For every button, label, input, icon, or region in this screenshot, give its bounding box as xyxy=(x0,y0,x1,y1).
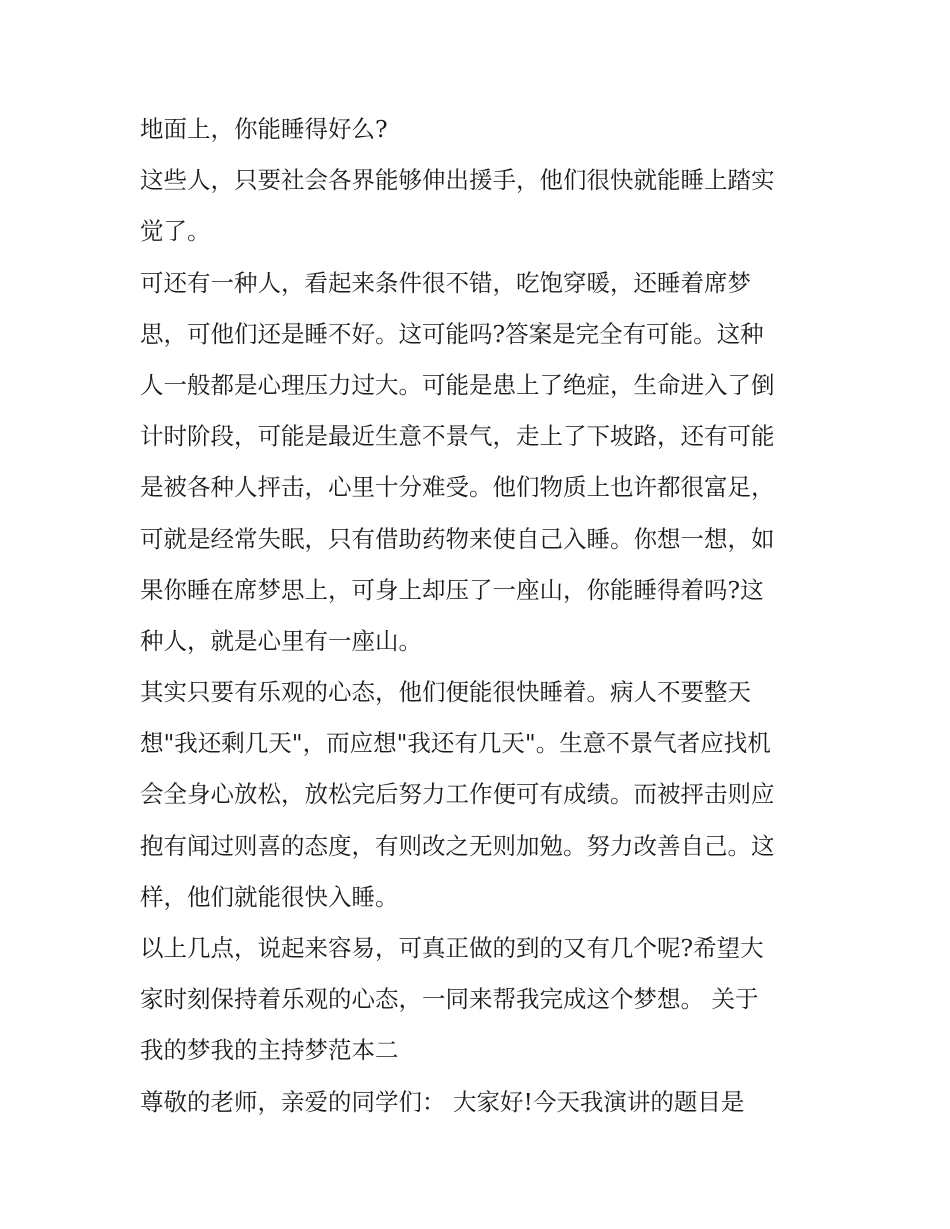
text-line-18: 家时刻保持着乐观的心态，一同来帮我完成这个梦想。 关于 xyxy=(140,985,759,1014)
text-line-1: 地面上，你能睡得好么? xyxy=(140,115,388,143)
text-line-8: 是被各种人抨击，心里十分难受。他们物质上也许都很富足， xyxy=(140,473,775,502)
text-line-9: 可就是经常失眠，只有借助药物来使自己入睡。你想一想，如 xyxy=(140,524,775,553)
text-line-2: 这些人，只要社会各界能够伸出援手，他们很快就能睡上踏实 xyxy=(140,166,775,195)
text-line-4: 可还有一种人，看起来条件很不错，吃饱穿暖，还睡着席梦 xyxy=(140,268,751,297)
text-line-19: 我的梦我的主持梦范本二 xyxy=(140,1036,399,1065)
document-text-column xyxy=(140,104,820,1128)
text-line-11: 种人，就是心里有一座山。 xyxy=(140,626,422,655)
text-line-15: 抱有闻过则喜的态度，有则改之无则加勉。努力改善自己。这 xyxy=(140,831,775,860)
text-line-17: 以上几点，说起来容易，可真正做的到的又有几个呢?希望大 xyxy=(140,934,764,962)
text-line-20: 尊敬的老师，亲爱的同学们： 大家好!今天我演讲的题目是 xyxy=(140,1087,745,1116)
text-line-10: 果你睡在席梦思上，可身上却压了一座山，你能睡得着吗?这 xyxy=(140,575,764,604)
text-line-12: 其实只要有乐观的心态，他们便能很快睡着。病人不要整天 xyxy=(140,678,751,707)
text-line-5: 思，可他们还是睡不好。这可能吗?答案是完全有可能。这种 xyxy=(140,319,764,348)
text-line-6: 人一般都是心理压力过大。可能是患上了绝症，生命进入了倒 xyxy=(140,370,775,399)
text-line-7: 计时阶段，可能是最近生意不景气，走上了下坡路，还有可能 xyxy=(140,422,775,451)
text-line-14: 会全身心放松，放松完后努力工作便可有成绩。而被抨击则应 xyxy=(140,780,775,809)
text-line-13: 想"我还剩几天"，而应想"我还有几天"。生意不景气者应找机 xyxy=(140,729,771,758)
text-line-16: 样，他们就能很快入睡。 xyxy=(140,882,399,911)
text-line-3: 觉了。 xyxy=(140,217,211,246)
